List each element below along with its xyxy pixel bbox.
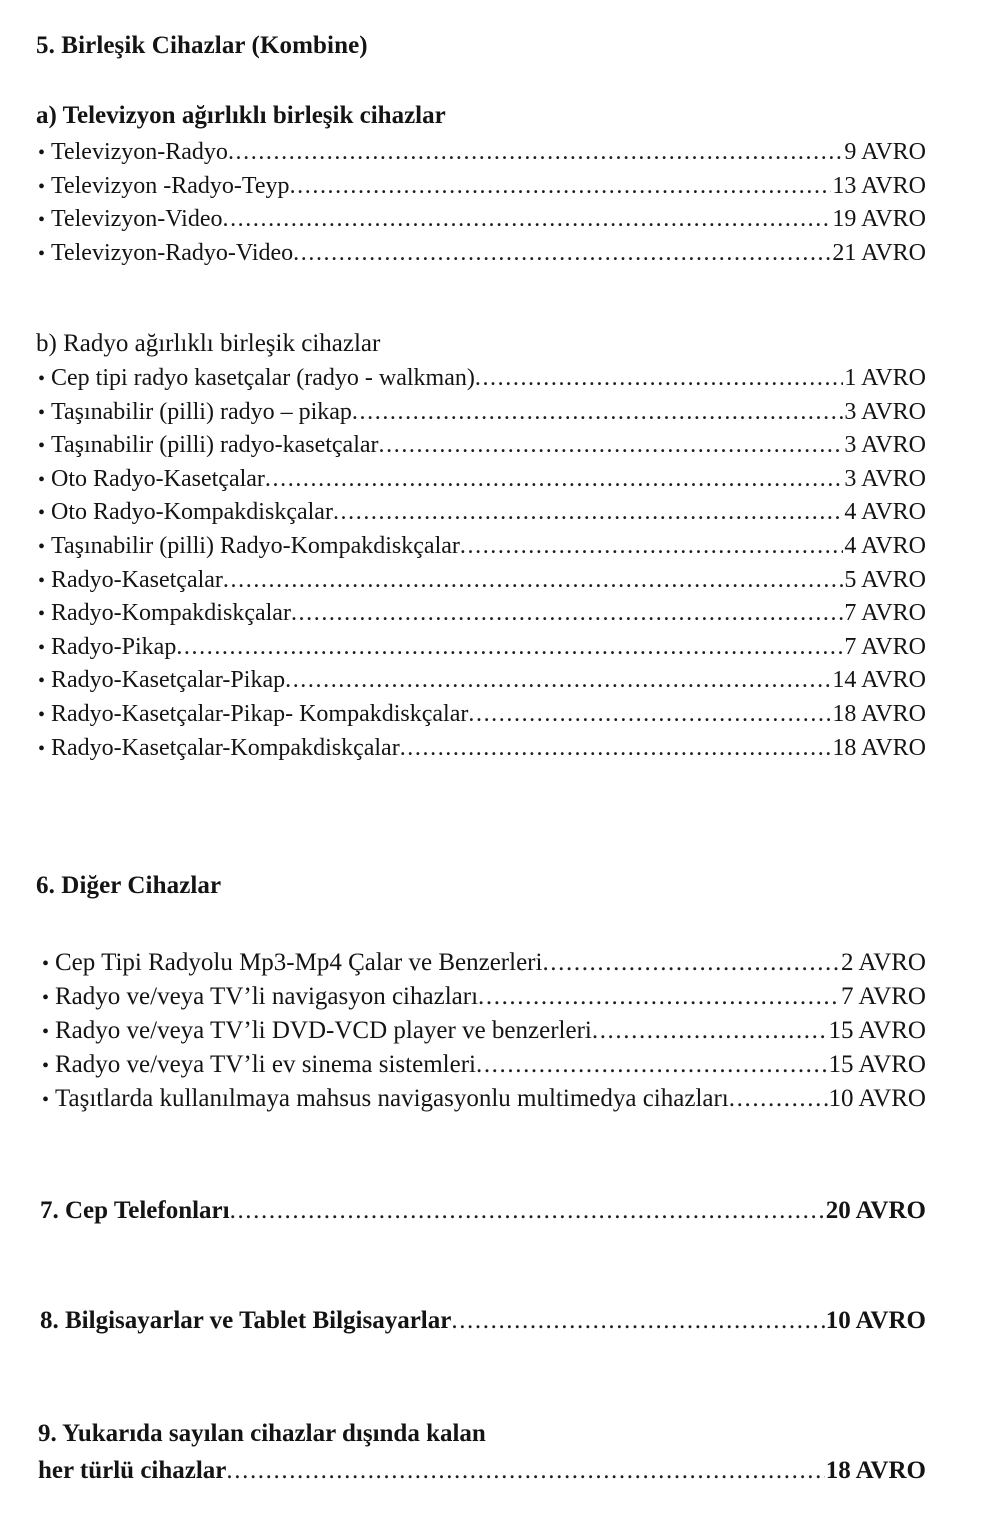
section-9-row [38,1458,926,1483]
item-label: Oto Radyo-Kasetçalar [51,465,265,492]
leader-dots [468,702,831,726]
bullet-icon: • [38,502,46,525]
list-item [38,140,926,164]
section-9-line1: 9. Yukarıda sayılan cihazlar dışında kalan [38,1420,486,1447]
list-item [42,1052,926,1077]
item-price: 7 AVRO [844,633,926,660]
list-item [38,467,926,491]
bullet-icon: • [38,603,46,626]
leader-dots [223,568,843,592]
leader-dots [228,140,843,164]
item-label: Televizyon-Radyo [51,139,228,165]
section-5a-subtitle: a) Televizyon ağırlıklı birleşik cihazlar [36,102,446,129]
item-label: Radyo-Kasetçalar [51,566,223,593]
section-8-row [40,1308,926,1333]
item-label: Televizyon -Radyo-Teyp [51,172,290,199]
list-item [38,568,926,592]
item-price: 19 AVRO [832,206,926,233]
item-label: Radyo-Kompakdiskçalar [51,600,291,627]
leader-dots [729,1086,828,1111]
section-5b-subtitle: b) Radyo ağırlıklı birleşik cihazlar [36,330,381,357]
section-7-label: 7. Cep Telefonları [40,1197,230,1224]
item-price: 15 AVRO [828,1017,926,1044]
bullet-icon: • [42,987,50,1009]
section-8-price: 10 AVRO [825,1307,926,1334]
bullet-icon: • [38,435,46,458]
leader-dots [400,736,832,760]
bullet-icon: • [38,703,46,726]
section-7-price: 20 AVRO [825,1197,926,1224]
item-price: 3 AVRO [844,398,926,425]
item-price: 1 AVRO [844,365,926,391]
leader-dots [291,601,843,625]
bullet-icon: • [38,368,46,390]
item-price: 9 AVRO [844,139,926,165]
list-item [38,736,926,760]
list-item [38,366,926,390]
item-price: 10 AVRO [828,1085,926,1112]
bullet-icon: • [38,535,46,558]
item-label: Cep Tipi Radyolu Mp3-Mp4 Çalar ve Benzerleri [55,949,543,976]
item-label: Taşınabilir (pilli) Radyo-Kompakdiskçalar [51,532,460,559]
item-label: Radyo-Kasetçalar-Kompakdiskçalar [51,734,400,761]
list-item [38,635,926,659]
list-item [42,1086,926,1111]
item-label: Taşınabilir (pilli) radyo – pikap [51,398,352,425]
list-item [42,1018,926,1043]
leader-dots [542,950,840,975]
list-item [38,668,926,692]
list-item [38,174,926,198]
leader-dots [478,984,840,1009]
item-label: Oto Radyo-Kompakdiskçalar [51,499,333,526]
bullet-icon: • [42,1021,50,1043]
leader-dots [293,241,831,265]
leader-dots [265,467,843,491]
item-price: 13 AVRO [832,172,926,199]
section-5b-list [38,366,926,769]
item-label: Radyo ve/veya TV’li DVD-VCD player ve benzerleri [55,1017,592,1044]
section-5-title: 5. Birleşik Cihazlar (Kombine) [36,32,368,59]
item-price: 18 AVRO [832,734,926,761]
bullet-icon: • [38,242,46,265]
leader-dots [176,635,843,659]
bullet-icon: • [38,636,46,659]
bullet-icon: • [38,401,46,424]
bullet-icon: • [42,953,50,975]
bullet-icon: • [38,670,46,693]
item-price: 4 AVRO [844,499,926,526]
bullet-icon: • [38,209,46,232]
item-price: 7 AVRO [844,600,926,627]
leader-dots [475,366,844,390]
item-label: Radyo-Kasetçalar-Pikap [51,667,286,694]
item-label: Taşınabilir (pilli) radyo-kasetçalar [51,432,379,459]
bullet-icon: • [38,142,46,164]
leader-dots [285,668,831,692]
item-price: 7 AVRO [841,983,926,1010]
item-price: 5 AVRO [844,566,926,593]
section-8-label: 8. Bilgisayarlar ve Tablet Bilgisayarlar [40,1307,452,1334]
leader-dots [476,1052,828,1077]
item-price: 14 AVRO [832,667,926,694]
leader-dots [352,400,843,424]
leader-dots [379,433,844,457]
item-price: 3 AVRO [844,432,926,459]
item-price: 3 AVRO [844,465,926,492]
leader-dots [451,1308,824,1333]
leader-dots [226,1458,824,1483]
list-item [38,601,926,625]
section-6-title: 6. Diğer Cihazlar [36,872,222,899]
leader-dots [333,500,843,524]
item-label: Radyo ve/veya TV’li ev sinema sistemleri [55,1051,476,1078]
section-9-label: her türlü cihazlar [38,1457,227,1484]
item-label: Radyo ve/veya TV’li navigasyon cihazları [55,983,479,1010]
section-7-row [40,1198,926,1223]
section-9-price: 18 AVRO [825,1457,926,1484]
section-9-block [38,1420,926,1483]
list-item [38,207,926,231]
item-label: Taşıtlarda kullanılmaya mahsus navigasyonlu multimedya cihazları [55,1085,729,1112]
list-item [38,534,926,558]
list-item [38,702,926,726]
item-price: 18 AVRO [832,700,926,727]
section-5a-list [38,140,926,274]
bullet-icon: • [38,175,46,198]
item-label: Radyo-Pikap [51,633,177,660]
item-price: 21 AVRO [832,239,926,266]
list-item [38,400,926,424]
leader-dots [460,534,844,558]
bullet-icon: • [38,468,46,491]
list-item [38,433,926,457]
leader-dots [290,174,832,198]
list-item [42,950,926,975]
bullet-icon: • [38,737,46,760]
item-label: Radyo-Kasetçalar-Pikap- Kompakdiskçalar [51,700,469,727]
item-price: 15 AVRO [828,1051,926,1078]
list-item [38,241,926,265]
leader-dots [230,1198,825,1223]
item-label: Cep tipi radyo kasetçalar (radyo - walkman) [51,365,475,391]
bullet-icon: • [42,1055,50,1077]
list-item [42,984,926,1009]
leader-dots [222,207,831,231]
item-label: Televizyon-Video [51,206,223,233]
item-price: 2 AVRO [841,949,926,976]
bullet-icon: • [42,1089,50,1111]
bullet-icon: • [38,569,46,592]
item-price: 4 AVRO [844,532,926,559]
leader-dots [592,1018,828,1043]
section-6-list [42,950,926,1120]
list-item [38,500,926,524]
item-label: Televizyon-Radyo-Video [51,239,294,266]
